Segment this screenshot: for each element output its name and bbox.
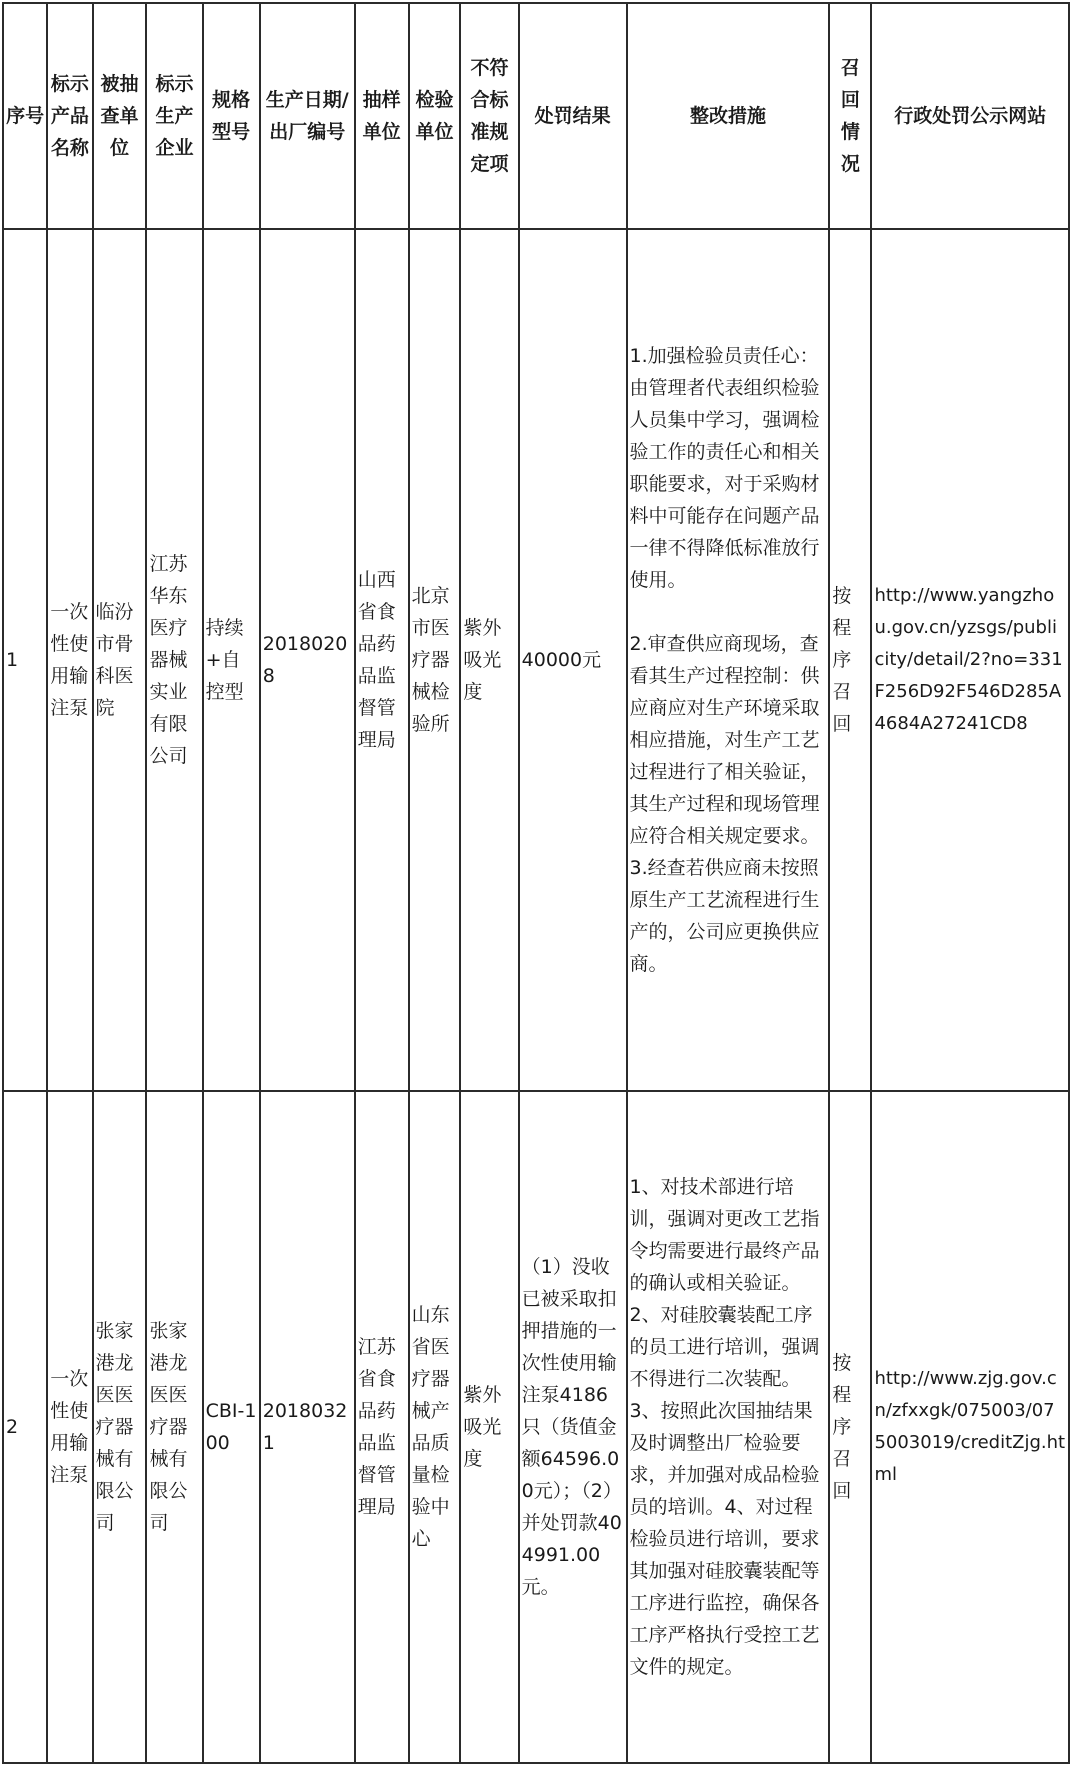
- cell-penalty: （1）没收已被采取扣押措施的一次性使用输注泵4186只（货值金额64596.00元）；（2）并处罚款404991.00元。: [519, 1091, 627, 1763]
- cell-nonconforming-item: 紫外吸光度: [460, 229, 518, 1091]
- cell-website-link[interactable]: http://www.zjg.gov.cn/zfxxgk/075003/075003019/creditZjg.html: [871, 1091, 1069, 1763]
- header-spec: 规格型号: [203, 3, 260, 229]
- measure-item: 1、对技术部进行培训，强调对更改工艺指令均需要进行最终产品的确认或相关验证。2、对硅胶囊装配工序的员工进行培训，强调不得进行二次装配。3、按照此次国抽结果及时调整出厂检验要求，并加强对成品检验员的培训。4、对过程检验员进行培训，要求其加强对硅胶囊装配等工序进行监控，确保各工序严格执行受控工艺文件的规定。: [629, 1176, 820, 1678]
- header-product: 标示产品名称: [47, 3, 92, 229]
- cell-measures: [627, 229, 830, 1091]
- cell-spec: 持续+自控型: [203, 229, 260, 1091]
- header-inspected-unit: 被抽查单位: [93, 3, 147, 229]
- cell-manufacturer: 张家港龙医医疗器械有限公司: [146, 1091, 202, 1763]
- cell-seq: 1: [3, 229, 47, 1091]
- measure-item: 1.加强检验员责任心：由管理者代表组织检验人员集中学习，强调检验工作的责任心和相关职能要求，对于采购材料中可能存在问题产品一律不得降低标准放行使用。: [629, 345, 820, 591]
- header-inspection-unit: 检验单位: [409, 3, 461, 229]
- header-production-date: 生产日期/出厂编号: [260, 3, 355, 229]
- measure-item: 3.经查若供应商未按照原生产工艺流程进行生产的，公司应更换供应商。: [629, 857, 820, 975]
- penalty-table: [2, 2, 1070, 1764]
- cell-manufacturer: 江苏华东医疗器械实业有限公司: [146, 229, 202, 1091]
- header-recall: 召回情况: [829, 3, 871, 229]
- cell-sampling-unit: 山西省食品药品监督管理局: [355, 229, 409, 1091]
- header-measures: 整改措施: [627, 3, 830, 229]
- cell-inspected-unit: 临汾市骨科医院: [93, 229, 147, 1091]
- header-manufacturer: 标示生产企业: [146, 3, 202, 229]
- cell-product: 一次性使用输注泵: [47, 229, 92, 1091]
- measure-item: 2.审查供应商现场，查看其生产过程控制：供应商应对生产环境采取相应措施，对生产工艺过程进行了相关验证，其生产过程和现场管理应符合相关规定要求。: [629, 633, 820, 847]
- cell-inspection-unit: 北京市医疗器械检验所: [409, 229, 461, 1091]
- cell-sampling-unit: 江苏省食品药品监督管理局: [355, 1091, 409, 1763]
- cell-seq: 2: [3, 1091, 47, 1763]
- cell-production-date: 20180208: [260, 229, 355, 1091]
- table-header-row: [3, 3, 1069, 229]
- cell-inspection-unit: 山东省医疗器械产品质量检验中心: [409, 1091, 461, 1763]
- header-nonconforming-item: 不符合标准规定项: [460, 3, 518, 229]
- cell-product: 一次性使用输注泵: [47, 1091, 92, 1763]
- cell-measures: [627, 1091, 830, 1763]
- cell-recall: 按程序召回: [829, 1091, 871, 1763]
- table-row: [3, 1091, 1069, 1763]
- cell-penalty: 40000元: [519, 229, 627, 1091]
- cell-production-date: 20180321: [260, 1091, 355, 1763]
- header-website: 行政处罚公示网站: [871, 3, 1069, 229]
- header-seq: 序号: [3, 3, 47, 229]
- table-row: [3, 229, 1069, 1091]
- cell-inspected-unit: 张家港龙医医疗器械有限公司: [93, 1091, 147, 1763]
- cell-nonconforming-item: 紫外吸光度: [460, 1091, 518, 1763]
- header-penalty: 处罚结果: [519, 3, 627, 229]
- cell-recall: 按程序召回: [829, 229, 871, 1091]
- cell-spec: CBI-100: [203, 1091, 260, 1763]
- cell-website-link[interactable]: http://www.yangzhou.gov.cn/yzsgs/publicity/detail/2?no=331F256D92F546D285A4684A27241CD8: [871, 229, 1069, 1091]
- header-sampling-unit: 抽样单位: [355, 3, 409, 229]
